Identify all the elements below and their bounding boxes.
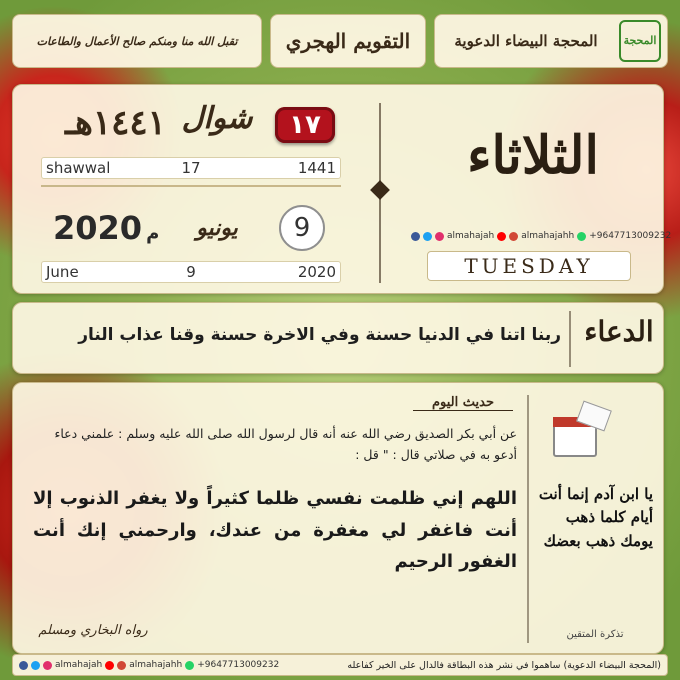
hijri-day: ١٧ — [289, 110, 321, 140]
facebook-icon — [19, 661, 28, 670]
social-bar-bottom — [19, 660, 279, 670]
hijri-month: شوال — [181, 101, 253, 136]
reminder-label: تذكرة المتقين — [566, 629, 624, 640]
whatsapp-icon — [185, 661, 194, 670]
dua-card — [12, 302, 664, 374]
hadith-source: رواه البخاري ومسلم — [38, 623, 148, 638]
weekday-ar: الثلاثاء — [467, 125, 599, 186]
greg-day-num: 9 — [186, 263, 196, 281]
hijri-month-en: shawwal — [46, 159, 111, 177]
phone-top: +9647713009232 — [589, 231, 672, 241]
date-card — [12, 84, 672, 294]
hadith-card — [12, 382, 664, 654]
footer-text: (المحجة البيضاء الدعوية) ساهموا في نشر هذه البطاقة فالدال على الخير كفاعله — [347, 659, 661, 671]
logo-text: المحجة — [623, 33, 657, 47]
org-logo — [619, 20, 661, 62]
dua-label: الدعاء — [584, 315, 654, 348]
google-icon — [509, 232, 518, 241]
footer-bar — [12, 654, 668, 676]
twitter-icon — [423, 232, 432, 241]
facebook-icon — [411, 232, 420, 241]
dua-text: ربنا اتنا في الدنيا حسنة وفي الاخرة حسنة وقنا عذاب النار — [78, 325, 561, 345]
calendar-illustration-icon — [553, 405, 611, 463]
hadith-intro: عن أبي بكر الصديق رضي الله عنه أنه قال لرسول الله صلى الله عليه وسلم : علمني دعاء أدعو به في صلاتي قال : " قل : — [54, 426, 517, 463]
greeting-text: تقبل الله منا ومنكم صالح الأعمال والطاعات — [36, 34, 238, 48]
reminder-panel — [533, 391, 657, 649]
hadith-text: اللهم إني ظلمت نفسي ظلما كثيراً ولا يغفر الذنوب إلا أنت فاغفر لي مغفرة من عندك، وارحمني إنك أنت الغفور الرحيم — [33, 488, 517, 572]
social-bar-top — [411, 231, 671, 241]
greg-year-group — [53, 209, 163, 247]
ornament-divider — [365, 103, 395, 283]
dua-divider — [569, 311, 571, 367]
hijri-day-num: 17 — [181, 159, 201, 177]
greg-day-circle — [279, 205, 325, 251]
handle1-top: almahajah — [447, 231, 495, 241]
calendar-title-banner — [270, 14, 426, 68]
youtube-icon — [497, 232, 506, 241]
hadith-divider — [527, 395, 529, 643]
hijri-year-num: 1441 — [297, 159, 337, 177]
greeting-banner — [12, 14, 262, 68]
hijri-day-badge — [275, 107, 335, 143]
google-icon — [117, 661, 126, 670]
divider — [41, 185, 341, 187]
handle2-top: almahajahh — [521, 231, 575, 241]
greg-year: 2020 — [53, 209, 143, 247]
greg-month: يونيو — [196, 215, 238, 241]
hijri-row — [41, 157, 341, 179]
greg-row — [41, 261, 341, 283]
weekday-en: TUESDAY — [464, 254, 594, 278]
org-banner — [434, 14, 668, 68]
instagram-icon — [43, 661, 52, 670]
phone-bottom: +9647713009232 — [197, 660, 280, 670]
instagram-icon — [435, 232, 444, 241]
twitter-icon — [31, 661, 40, 670]
reminder-text: يا ابن آدم إنما أنت أيام كلما ذهب يومك ذهب بعضك — [538, 485, 653, 550]
whatsapp-icon — [577, 232, 586, 241]
hadith-label: حديث اليوم — [413, 395, 513, 411]
greg-year-num: 2020 — [297, 263, 337, 281]
greg-day: 9 — [293, 213, 311, 243]
greg-month-en: June — [46, 263, 79, 281]
youtube-icon — [105, 661, 114, 670]
greg-year-suffix: م — [146, 223, 160, 244]
handle2-bottom: almahajahh — [129, 660, 183, 670]
hijri-year: ١٤٤١هـ — [65, 103, 166, 143]
weekday-en-box — [427, 251, 631, 281]
calendar-title: التقويم الهجري — [285, 29, 411, 53]
org-name: المحجة البيضاء الدعوية — [454, 32, 598, 50]
handle1-bottom: almahajah — [55, 660, 103, 670]
